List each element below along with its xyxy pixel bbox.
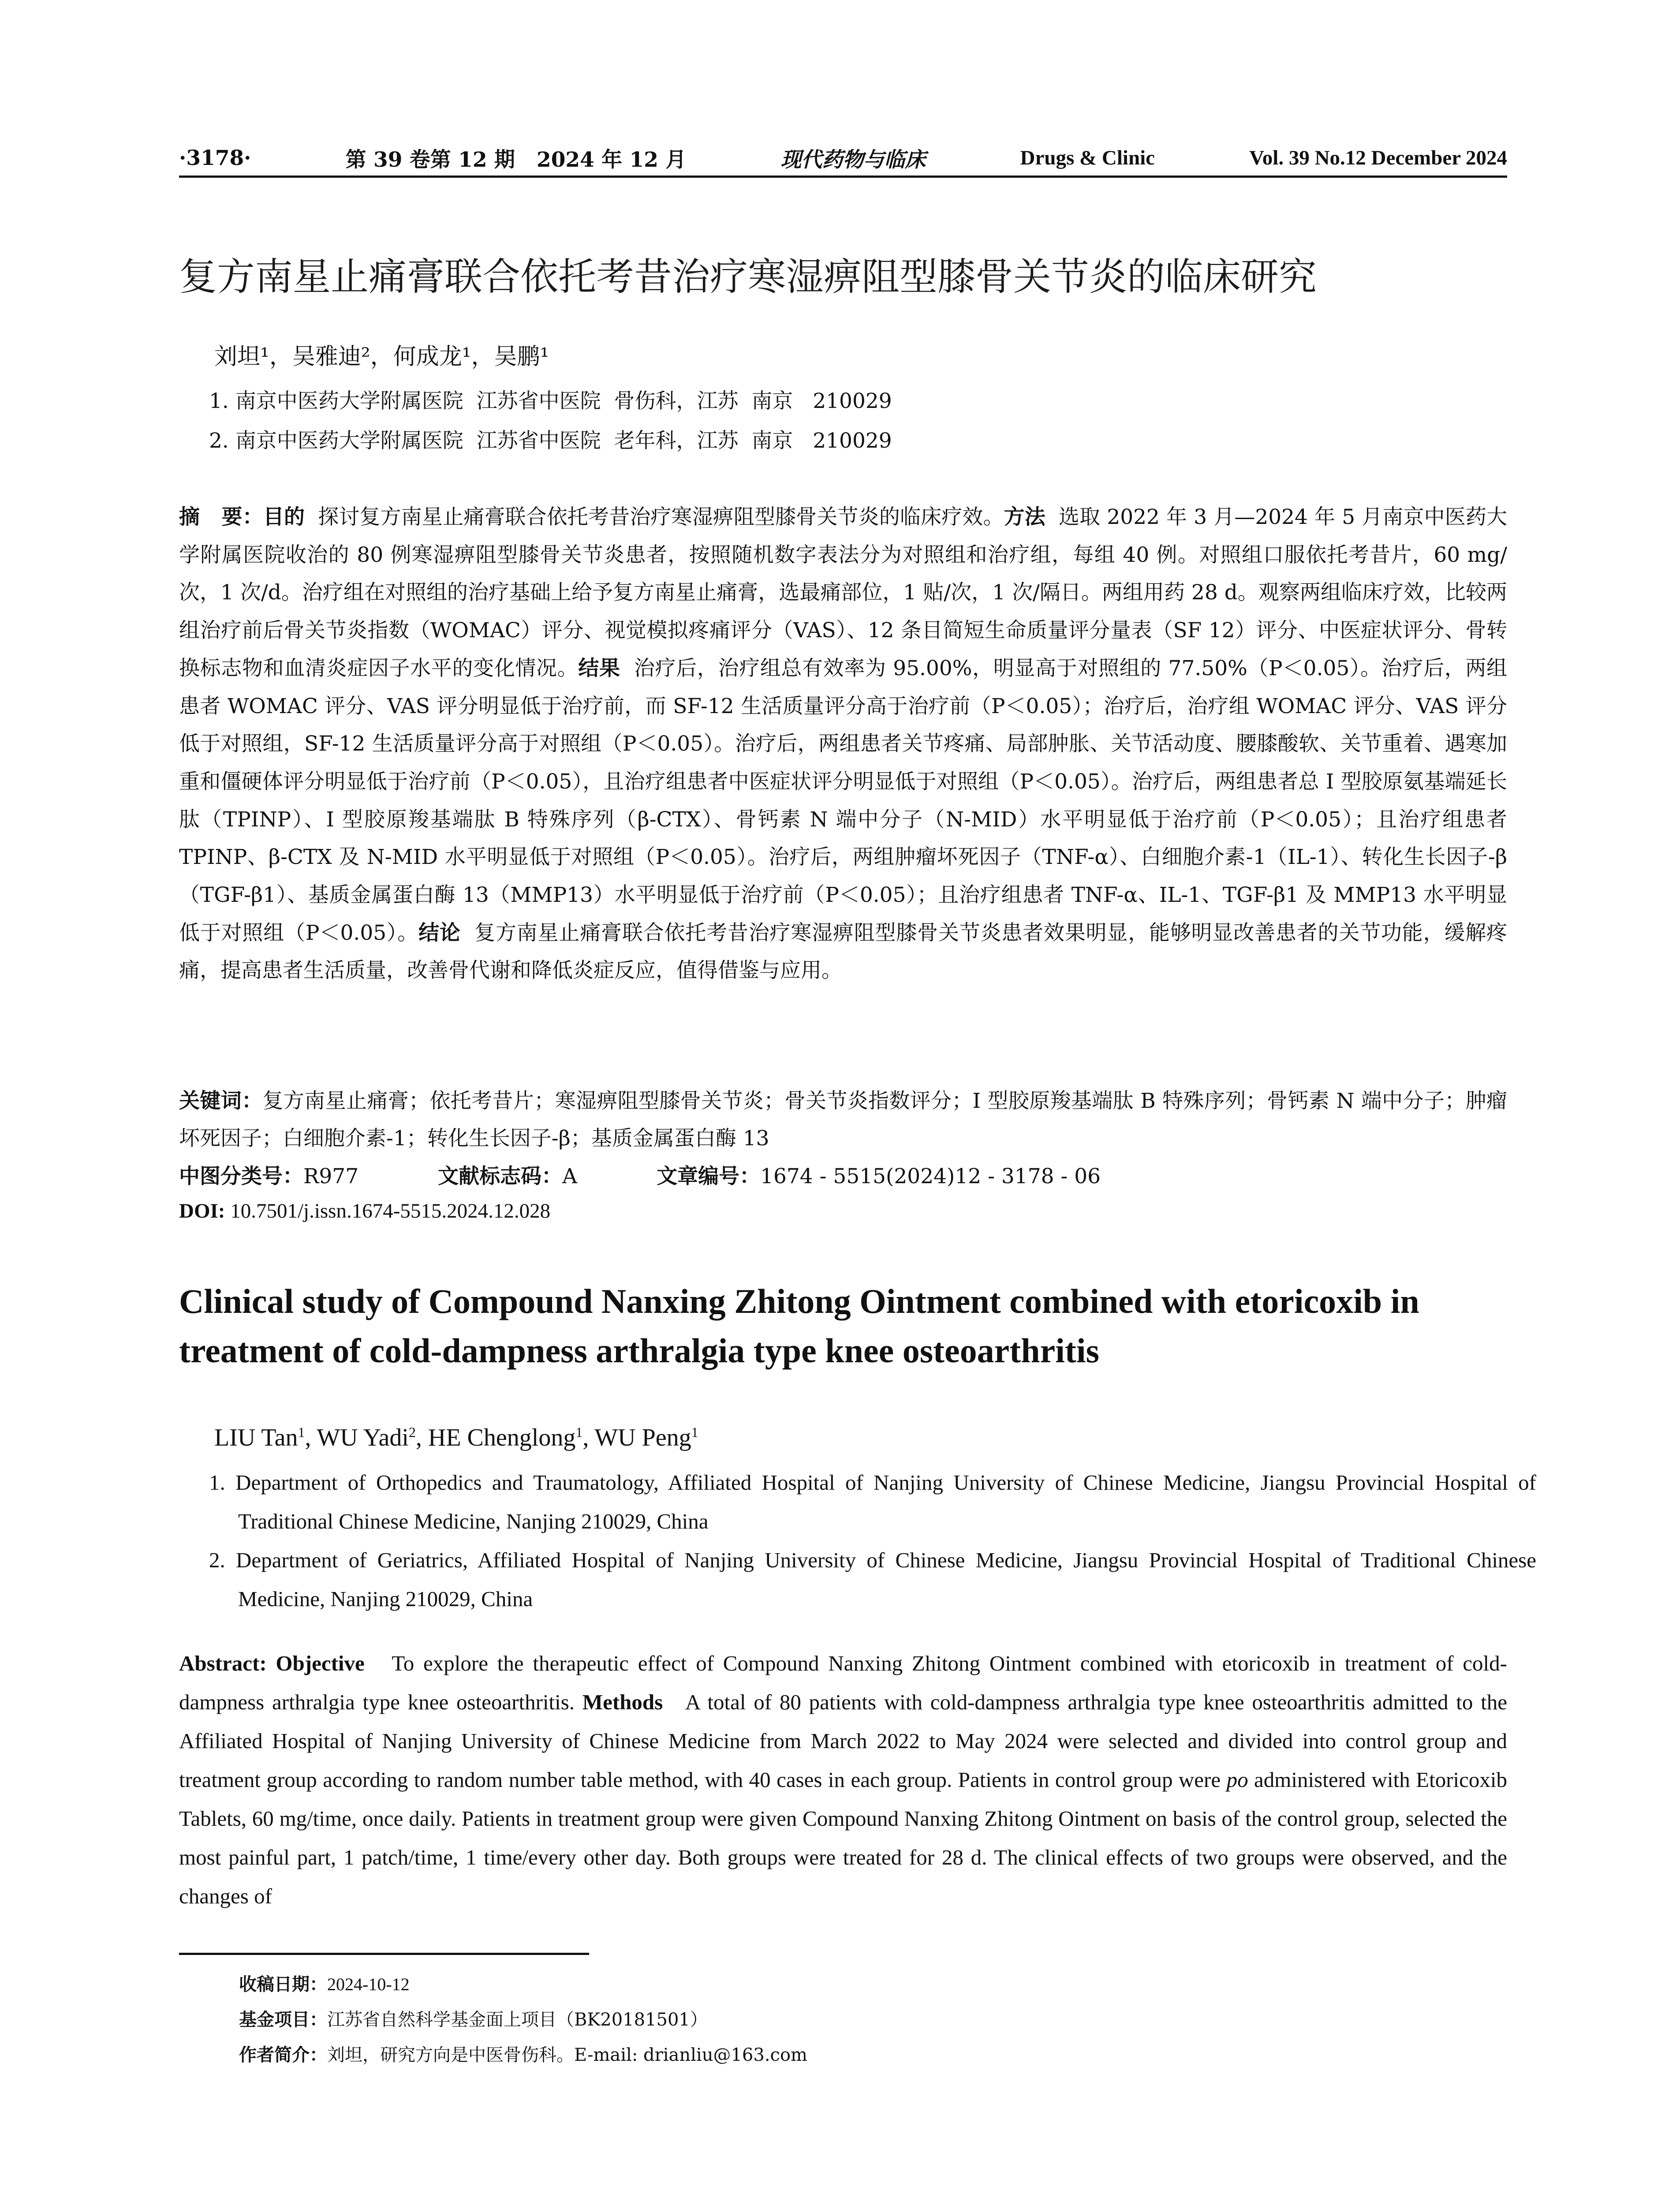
abstract-label-en: Abstract: Objective	[179, 1651, 365, 1675]
keywords-text-cn: 复方南星止痛膏；依托考昔片；寒湿痹阻型膝骨关节炎；骨关节炎指数评分；I 型胶原羧基端肽 B 特殊序列；骨钙素 N 端中分子；肿瘤坏死因子；白细胞介素-1；转化生长因子-β；基质金属蛋白酶 13	[179, 1089, 1507, 1151]
article-no-label: 文章编号：	[657, 1164, 761, 1188]
objective-text-en: To explore the therapeutic effect of Compound Nanxing Zhitong Ointment combined with etoricoxib in treatment of cold-dampness arthralgia type knee osteoarthritis.	[179, 1651, 1507, 1714]
paper-title-cn: 复方南星止痛膏联合依托考昔治疗寒湿痹阻型膝骨关节炎的临床研究	[179, 255, 1317, 299]
affiliation-cn-1: 1. 南京中医药大学附属医院 江苏省中医院 骨伤科，江苏 南京 210029	[209, 389, 892, 413]
keywords-cn	[179, 1082, 1507, 1157]
methods-label-en: Methods	[582, 1690, 663, 1714]
doi-label: DOI:	[179, 1200, 225, 1222]
clc-value: R977	[303, 1164, 359, 1188]
affiliation-cn-2: 2. 南京中医药大学附属医院 江苏省中医院 老年科，江苏 南京 210029	[209, 429, 892, 453]
page-number: ·3178·	[179, 146, 251, 170]
affiliation-en-2: 2. Department of Geriatrics, Affiliated Hospital of Nanjing University of Chinese Medicine, Jiangsu Provincial Hospital of Traditional Chinese Medicine, Nanjing 210029, China	[209, 1548, 1536, 1611]
doc-code-label: 文献标志码：	[438, 1164, 563, 1188]
author-en-3: HE Chenglong$^1$,	[428, 1424, 595, 1451]
paper-title-en: Clinical study of Compound Nanxing Zhitong Ointment combined with etoricoxib in treatment of cold-dampness arthralgia type knee osteoarthritis	[179, 1282, 1419, 1370]
objective-label-cn: 目的	[263, 505, 305, 529]
footnote-rule	[179, 1953, 589, 1955]
running-header	[179, 140, 1507, 178]
doc-code-value: A	[562, 1164, 578, 1188]
journal-name-en: Drugs & Clinic	[1020, 146, 1155, 169]
abstract-label-cn: 摘 要：	[179, 505, 263, 529]
issue-en: Vol. 39 No.12 December 2024	[1249, 146, 1507, 169]
methods-label-cn: 方法	[1004, 505, 1045, 529]
paper-page	[179, 0, 1536, 2205]
doi-value: 10.7501/j.issn.1674-5515.2024.12.028	[225, 1200, 551, 1222]
classification-line	[179, 1160, 1507, 1189]
methods-text-cn: 选取 2022 年 3 月—2024 年 5 月南京中医药大学附属医院收治的 80 例寒湿痹阻型膝骨关节炎患者，按照随机数字表法分为对照组和治疗组，每组 40 例。对照组口服依托考昔片，60 mg/次，1 次/d。治疗组在对照组的治疗基础上给予复方南星止痛膏，选最痛部位，1 贴/次，1 次/隔日。两组用药 28 d。观察两组临床疗效，比较两组治疗前后骨关节炎指数（WOMAC）评分、视觉模拟疼痛评分（VAS）、12 条目简短生命质量评分量表（SF 12）评分、中医症状评分、骨转换标志物和血清炎症因子水平的变化情况。	[179, 505, 1507, 680]
conclusion-text-cn: 复方南星止痛膏联合依托考昔治疗寒湿痹阻型膝骨关节炎患者效果明显，能够明显改善患者的关节功能，缓解疼痛，提高患者生活质量，改善骨代谢和降低炎症反应，值得借鉴与应用。	[179, 920, 1507, 983]
author-en-4: WU Peng$^1$	[594, 1424, 698, 1451]
authors-en	[214, 1424, 698, 1452]
author-en-2: WU Yadi$^2$,	[317, 1424, 428, 1451]
footnote-received: 收稿日期：2024-10-12	[239, 1974, 410, 1995]
abstract-cn	[179, 498, 1514, 990]
clc-label: 中图分类号：	[179, 1164, 303, 1188]
author-en-1: LIU Tan$^1$,	[214, 1424, 317, 1451]
doi-line	[179, 1199, 550, 1223]
footnote-fund: 基金项目：江苏省自然科学基金面上项目（BK20181501）	[239, 2010, 708, 2030]
methods-po-en: po	[1226, 1768, 1248, 1792]
abstract-en	[179, 1644, 1513, 1916]
affiliation-en-1: 1. Department of Orthopedics and Traumatology, Affiliated Hospital of Nanjing University of Chinese Medicine, Jiangsu Provincial Hospital of Traditional Chinese Medicine, Nanjing 210029, China	[209, 1470, 1536, 1533]
keywords-label-cn: 关键词：	[179, 1089, 263, 1113]
authors-cn: 刘坦¹，吴雅迪²，何成龙¹，吴鹏¹	[214, 344, 549, 370]
methods-text-en-1: A total of 80 patients with cold-dampness arthralgia type knee osteoarthritis admitted to the Affiliated Hospital of Nanjing University of Chinese Medicine from March 2022 to May 2024 were selected and divided into control group and treatment group according to random number table method, with 40 cases in each group. Patients in control group were	[179, 1690, 1513, 1792]
article-no-value: 1674 - 5515(2024)12 - 3178 - 06	[760, 1164, 1101, 1188]
journal-name-cn: 现代药物与临床	[780, 147, 926, 172]
objective-text-cn: 探讨复方南星止痛膏联合依托考昔治疗寒湿痹阻型膝骨关节炎的临床疗效。	[305, 505, 1004, 529]
results-label-cn: 结果	[578, 656, 620, 680]
results-text-cn: 治疗后，治疗组总有效率为 95.00%，明显高于对照组的 77.50%（P＜0.05）。治疗后，两组患者 WOMAC 评分、VAS 评分明显低于治疗前，而 SF-12 生活质量评分高于治疗前（P＜0.05）；治疗后，治疗组 WOMAC 评分、VAS 评分低于对照组，SF-12 生活质量评分高于对照组（P＜0.05）。治疗后，两组患者关节疼痛、局部肿胀、关节活动度、腰膝酸软、关节重着、遇寒加重和僵硬体评分明显低于治疗前（P＜0.05），且治疗组患者中医症状评分明显低于对照组（P＜0.05）。治疗后，两组患者总 I 型胶原氨基端延长肽（TPINP）、I 型胶原羧基端肽 B 特殊序列（β-CTX）、骨钙素 N 端中分子（N-MID）水平明显低于治疗前（P＜0.05）；且治疗组患者 TPINP、β-CTX 及 N-MID 水平明显低于对照组（P＜0.05）。治疗后，两组肿瘤坏死因子（TNF-α）、白细胞介素-1（IL-1）、转化生长因子-β（TGF-β1）、基质金属蛋白酶 13（MMP13）水平明显低于治疗前（P＜0.05）；且治疗组患者 TNF-α、IL-1、TGF-β1 及 MMP13 水平明显低于对照组（P＜0.05）。	[179, 656, 1514, 945]
methods-text-en-2: administered with Etoricoxib Tablets, 60 mg/time, once daily. Patients in treatment group were given Compound Nanxing Zhitong Ointment on basis of the control group, selected the most painful part, 1 patch/time, 1 time/every other day. Both groups were treated for 28 d. The clinical effects of two groups were observed, and the changes of	[179, 1768, 1507, 1908]
issue-cn: 第 39 卷第 12 期 2024 年 12 月	[345, 147, 687, 172]
footnote-author: 作者简介：刘坦，研究方向是中医骨伤科。E-mail: drianliu@163.com	[239, 2045, 807, 2065]
conclusion-label-cn: 结论	[418, 920, 461, 945]
